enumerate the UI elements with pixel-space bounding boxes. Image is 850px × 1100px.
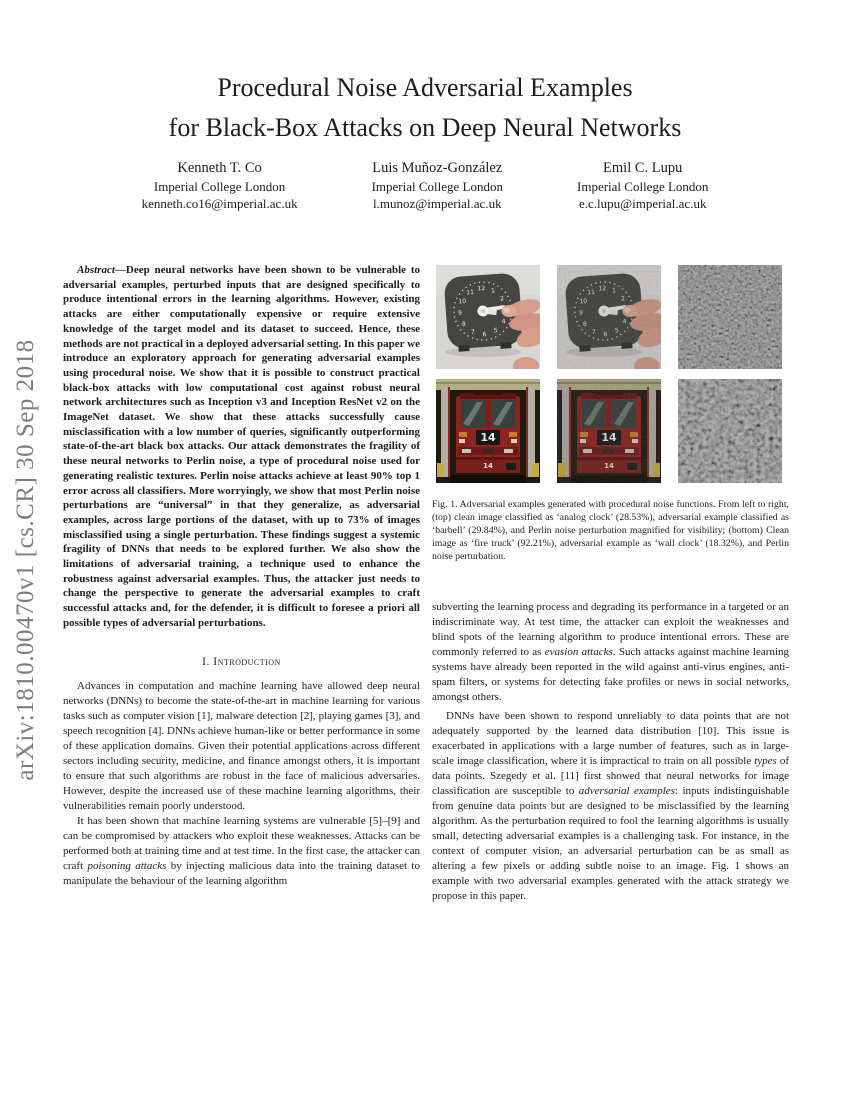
author-2-email[interactable]: l.munoz@imperial.ac.uk (373, 196, 502, 211)
clean-analog-clock-image (436, 265, 540, 369)
title-line-2: for Black-Box Attacks on Deep Neural Networks (168, 113, 682, 142)
truck-number-plate: 14 (601, 431, 617, 444)
page-title (0, 68, 850, 148)
author-3 (577, 160, 708, 213)
intro-paragraph-2: It has been shown that machine learning systems are vulnerable [5]–[9] and can be compromised by attackers who exploit these weaknesses. Attacks can be performed both at training time and at test time. In the first case, the attacker can craft poisoning attacks by injecting malicious data into the training dataset to manipulate the behaviour of the learning algorithm (63, 814, 420, 887)
arxiv-watermark: arXiv:1810.00470v1 [cs.CR] 30 Sep 2018 (12, 339, 39, 781)
author-2-affiliation: Imperial College London (371, 178, 503, 194)
adversarial-clock-image (557, 265, 661, 369)
intro-paragraph-1: Advances in computation and machine learning have allowed deep neural networks (DNNs) to become the state-of-the-art in machine learning for various tasks such as computer vision [1], malware detection [2], playing games [3], and speech recognition [4]. DNNs achieve human-like or better performance in some of these application domains. Given their potential applications across different sectors including security, medicine, and finance amongst others, it is important to ensure that such algorithms are robust in the face of malicious adversaries. However, despite the increased use of these machine learning algorithms, their vulnerabilities remain poorly understood. (63, 679, 420, 812)
right-column (432, 263, 789, 904)
truck-number-bumper: 14 (604, 462, 614, 470)
author-1-affiliation: Imperial College London (153, 178, 286, 194)
author-1-name: Kenneth T. Co (177, 160, 262, 176)
figure-1-caption: Fig. 1. Adversarial examples generated with procedural noise functions. From left to right, (top) clean image classified as ‘analog clock’ (28.53%), adversarial example classified as ‘barbell’ (29.84%), and Perlin noise perturbation magnified for visibility; (bottom) Clean image as ‘fire truck’ (92.21%), adversarial example as ‘wall clock’ (18.32%), and Perlin noise perturbation. (432, 499, 789, 562)
author-2-name: Luis Muñoz-González (372, 160, 503, 176)
author-1-email[interactable]: kenneth.co16@imperial.ac.uk (141, 196, 298, 211)
adversarial-fire-truck-image (557, 379, 661, 483)
author-2 (372, 160, 503, 213)
author-1 (142, 160, 298, 213)
left-column (63, 263, 420, 889)
clean-fire-truck-image (436, 379, 540, 483)
right-paragraph-1: subverting the learning process and degrading its performance in a targeted or an indiscriminate way. At test time, the attacker can exploit the weaknesses and blind spots of the learning algorithm to produce intentional errors. These are commonly referred to as evasion attacks. Such attacks against machine learning systems have already been reported in the wild against anti-virus engines, anti-spam filters, or systems for detecting fake profiles or news in social networks, amongst others. (432, 601, 789, 703)
perlin-noise-patch-bottom (678, 379, 782, 483)
right-paragraph-2: DNNs have been shown to respond unreliably to data points that are not adequately supported by the learned data distribution [10]. This issue is exacerbated in applications with a large number of features, such as in large-scale image classification, where it is impractical to train on all possible types of data points. Szegedy et al. [11] first showed that neural networks for image classification are susceptible to adversarial examples: inputs indistinguishable from genuine data points but are designed to be misclassified by the learning algorithm. As the perturbation required to fool the learning algorithms is usually small, detecting adversarial examples is a challenging task. For instance, in the context of computer vision, an adversarial perturbation can be as small as altering a few pixels or adding subtle noise to an image. Fig. 1 shows an example with two adversarial examples generated with the attack strategy we propose in this paper. (432, 710, 789, 902)
truck-number-bumper: 14 (483, 462, 493, 470)
truck-number-plate: 14 (480, 431, 496, 444)
title-line-1: Procedural Noise Adversarial Examples (217, 73, 633, 102)
abstract-lead: Abstract (77, 264, 115, 276)
author-3-name: Emil C. Lupu (603, 160, 683, 176)
abstract-body: —Deep neural networks have been shown to be vulnerable to adversarial examples, perturbed inputs that are designed specifically to produce intentional errors in the learning algorithms. However, existing attacks are either computationally expensive or require extensive knowledge of the target model and its dataset to succeed. Hence, these methods are not practical in a deployed adversarial setting. In this paper we introduce an exploratory approach for generating adversarial examples using procedural noise. We show that it is possible to construct practical black-box attacks with low computational cost against robust neural network architectures such as Inception v3 and Inception ResNet v2 on the ImageNet dataset. We show that these attacks successfully cause misclassification with a low number of queries, significantly outperforming state-of-the-art black box attacks. Our attack demonstrates the fragility of these neural networks to Perlin noise, a type of procedural noise used for generating realistic textures. Perlin noise attacks achieve at least 90% top 1 error across all classifiers. More worryingly, we show that most Perlin noise perturbations are “universal” in that they generalize, as adversarial examples, across large portions of the dataset, with up to 73% of images misclassified using a single perturbation. These findings suggest a systemic fragility of DNNs that needs to be explored further. We also show the limitations of adversarial training, a technique used to enhance the robustness against adversarial examples. Thus, the attacker just needs to change the perspective to generate the adversarial examples to craft successful attacks and, for the defender, it is difficult to foresee a priori all possible types of adversarial perturbations. (63, 264, 420, 629)
author-list (0, 160, 850, 213)
perlin-noise-patch-top (678, 265, 782, 369)
figure-1-grid (436, 265, 789, 483)
section-heading-introduction: I. Introduction (202, 655, 281, 668)
author-3-email[interactable]: e.c.lupu@imperial.ac.uk (578, 196, 707, 211)
author-3-affiliation: Imperial College London (577, 178, 709, 194)
abstract-paragraph (63, 263, 420, 631)
